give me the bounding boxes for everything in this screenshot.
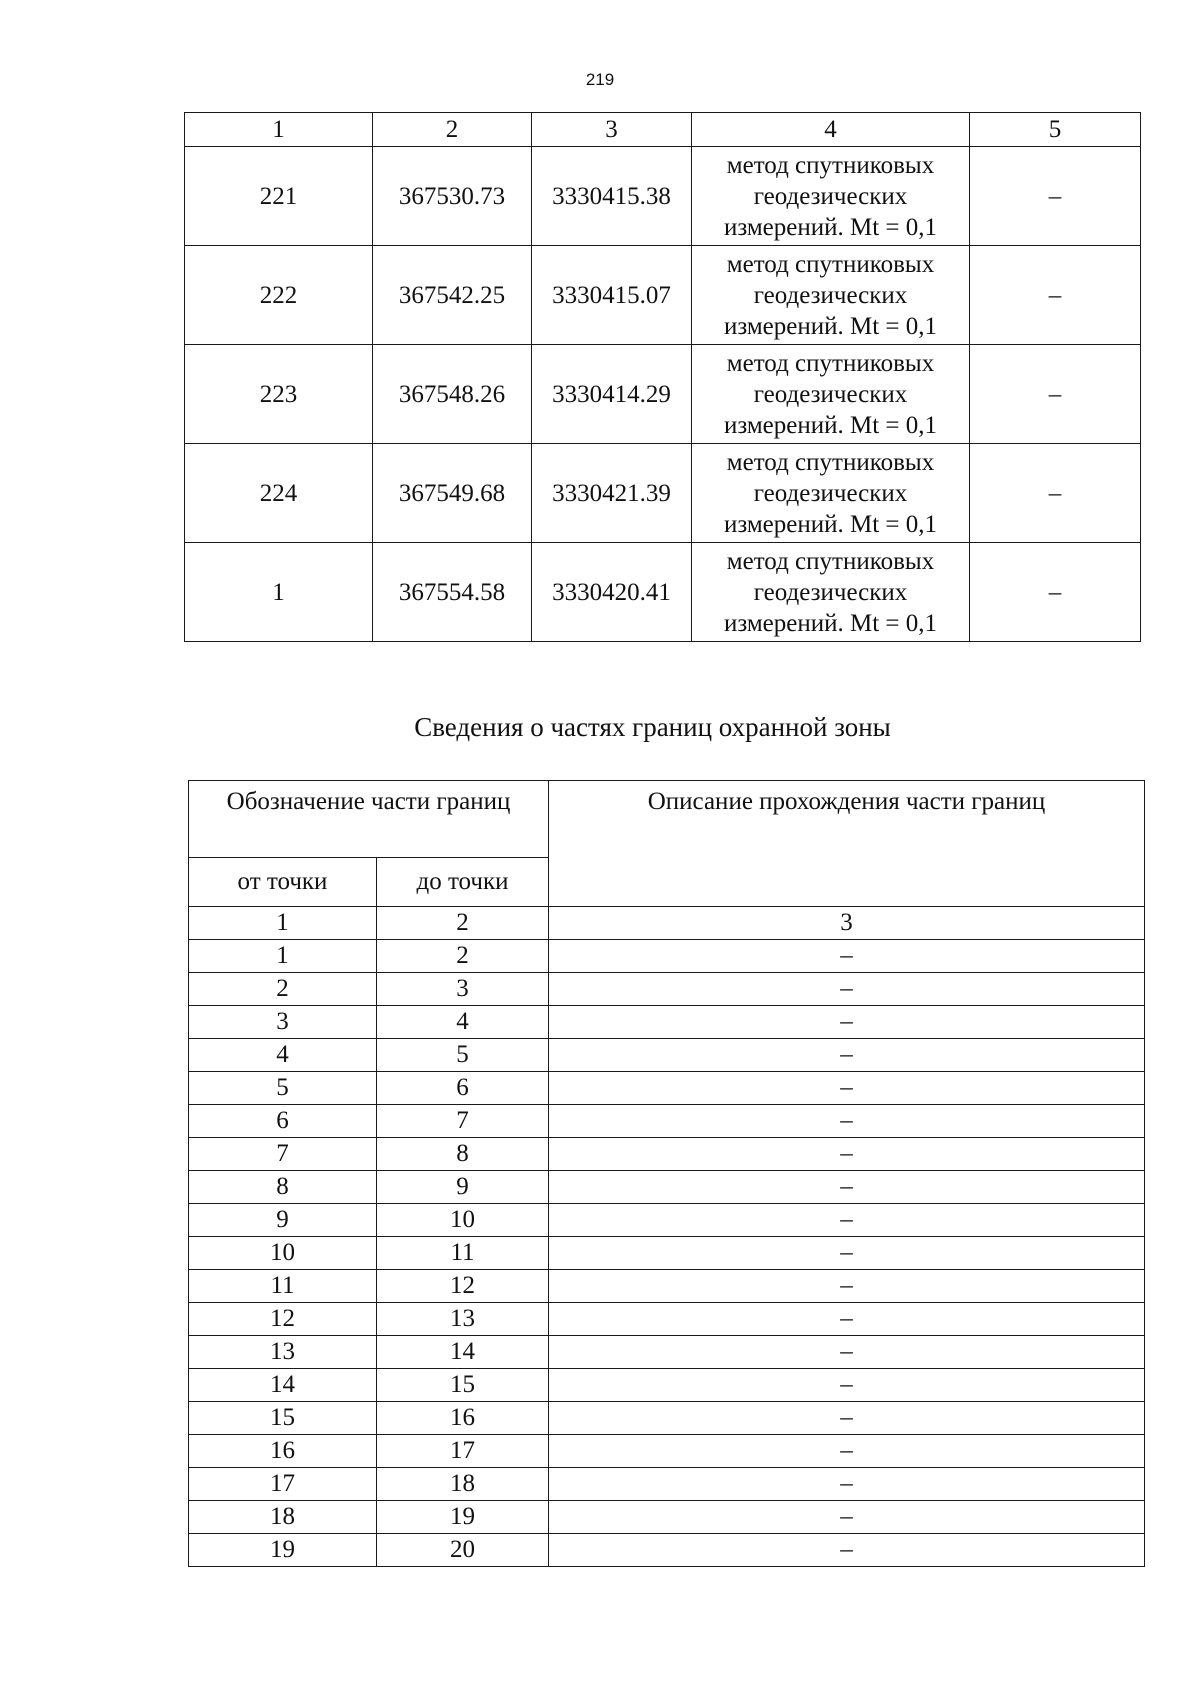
description-cell: –: [549, 1336, 1145, 1369]
from-point-cell: 3: [189, 1006, 377, 1039]
column-number-header: 1: [185, 113, 373, 147]
column-number-header: 4: [692, 113, 970, 147]
method-cell: [692, 444, 970, 543]
to-point-cell: 7: [377, 1105, 549, 1138]
from-point-cell: 9: [189, 1204, 377, 1237]
x-coordinate-cell: 367542.25: [373, 246, 532, 345]
method-line: измерений. Mt = 0,1: [723, 213, 938, 241]
note-cell: –: [970, 147, 1141, 246]
parts-column-number-row: [189, 907, 1145, 940]
note-cell: –: [970, 345, 1141, 444]
to-point-cell: 13: [377, 1303, 549, 1336]
to-point-cell: 19: [377, 1501, 549, 1534]
method-line: геодезических: [753, 578, 908, 606]
table-row: [189, 1369, 1145, 1402]
to-point-cell: 3: [377, 973, 549, 1006]
method-cell: [692, 543, 970, 642]
y-coordinate-cell: 3330415.38: [532, 147, 692, 246]
table-row: [185, 246, 1141, 345]
description-cell: –: [549, 973, 1145, 1006]
to-point-cell: 18: [377, 1468, 549, 1501]
to-point-cell: 12: [377, 1270, 549, 1303]
to-point-cell: 11: [377, 1237, 549, 1270]
to-point-cell: 16: [377, 1402, 549, 1435]
table-row: [189, 1402, 1145, 1435]
description-cell: –: [549, 1402, 1145, 1435]
designation-header: Обозначение части границ: [189, 781, 549, 858]
table-row: [189, 1534, 1145, 1567]
method-line: метод спутниковых: [726, 448, 935, 476]
to-point-cell: 15: [377, 1369, 549, 1402]
from-point-cell: 7: [189, 1138, 377, 1171]
method-cell: [692, 246, 970, 345]
method-line: измерений. Mt = 0,1: [723, 510, 938, 538]
table-row: [189, 1105, 1145, 1138]
from-point-cell: 1: [189, 940, 377, 973]
to-point-header: до точки: [377, 858, 549, 907]
description-cell: –: [549, 1006, 1145, 1039]
to-point-cell: 8: [377, 1138, 549, 1171]
description-cell: –: [549, 1204, 1145, 1237]
to-point-cell: 9: [377, 1171, 549, 1204]
column-number-header: 2: [373, 113, 532, 147]
description-cell: –: [549, 940, 1145, 973]
method-cell: [692, 345, 970, 444]
column-number-header: 2: [377, 907, 549, 940]
table-row: [185, 147, 1141, 246]
from-point-cell: 14: [189, 1369, 377, 1402]
method-line: геодезических: [753, 380, 908, 408]
from-point-header: от точки: [189, 858, 377, 907]
note-cell: –: [970, 444, 1141, 543]
y-coordinate-cell: 3330414.29: [532, 345, 692, 444]
description-cell: –: [549, 1270, 1145, 1303]
y-coordinate-cell: 3330421.39: [532, 444, 692, 543]
from-point-cell: 18: [189, 1501, 377, 1534]
from-point-cell: 19: [189, 1534, 377, 1567]
method-line: измерений. Mt = 0,1: [723, 411, 938, 439]
to-point-cell: 6: [377, 1072, 549, 1105]
point-cell: 224: [185, 444, 373, 543]
column-number-header: 1: [189, 907, 377, 940]
table-row: [185, 345, 1141, 444]
description-cell: –: [549, 1072, 1145, 1105]
to-point-cell: 10: [377, 1204, 549, 1237]
table-row: [189, 1468, 1145, 1501]
y-coordinate-cell: 3330415.07: [532, 246, 692, 345]
column-number-header: 3: [532, 113, 692, 147]
table-row: [189, 973, 1145, 1006]
from-point-cell: 11: [189, 1270, 377, 1303]
table-row: [189, 1435, 1145, 1468]
point-cell: 223: [185, 345, 373, 444]
x-coordinate-cell: 367549.68: [373, 444, 532, 543]
method-line: измерений. Mt = 0,1: [723, 312, 938, 340]
method-line: измерений. Mt = 0,1: [723, 609, 938, 637]
boundary-parts-table: [188, 780, 1145, 1567]
table-row: [189, 1336, 1145, 1369]
parts-header-row: [189, 781, 1145, 858]
table-row: [189, 1237, 1145, 1270]
point-cell: 221: [185, 147, 373, 246]
coordinates-header-row: [185, 113, 1141, 147]
x-coordinate-cell: 367530.73: [373, 147, 532, 246]
description-cell: –: [549, 1138, 1145, 1171]
column-number-header: 3: [549, 907, 1145, 940]
table-row: [189, 1270, 1145, 1303]
description-cell: –: [549, 1303, 1145, 1336]
from-point-cell: 8: [189, 1171, 377, 1204]
table-row: [189, 1171, 1145, 1204]
from-point-cell: 6: [189, 1105, 377, 1138]
to-point-cell: 4: [377, 1006, 549, 1039]
to-point-cell: 5: [377, 1039, 549, 1072]
from-point-cell: 13: [189, 1336, 377, 1369]
method-line: метод спутниковых: [726, 250, 935, 278]
description-cell: –: [549, 1105, 1145, 1138]
table-row: [189, 1072, 1145, 1105]
description-cell: –: [549, 1435, 1145, 1468]
to-point-cell: 2: [377, 940, 549, 973]
description-header: Описание прохождения части границ: [549, 781, 1145, 907]
method-line: метод спутниковых: [726, 151, 935, 179]
table-row: [189, 1303, 1145, 1336]
y-coordinate-cell: 3330420.41: [532, 543, 692, 642]
table-row: [189, 1006, 1145, 1039]
table-row: [189, 1138, 1145, 1171]
table-row: [189, 1039, 1145, 1072]
description-cell: –: [549, 1534, 1145, 1567]
to-point-cell: 17: [377, 1435, 549, 1468]
x-coordinate-cell: 367554.58: [373, 543, 532, 642]
table-row: [189, 1501, 1145, 1534]
note-cell: –: [970, 246, 1141, 345]
page-number: 219: [585, 70, 615, 89]
table-row: [189, 940, 1145, 973]
method-line: геодезических: [753, 182, 908, 210]
method-line: метод спутниковых: [726, 547, 935, 575]
x-coordinate-cell: 367548.26: [373, 345, 532, 444]
point-cell: 222: [185, 246, 373, 345]
from-point-cell: 17: [189, 1468, 377, 1501]
description-cell: –: [549, 1171, 1145, 1204]
to-point-cell: 14: [377, 1336, 549, 1369]
table-row: [185, 444, 1141, 543]
from-point-cell: 2: [189, 973, 377, 1006]
from-point-cell: 12: [189, 1303, 377, 1336]
description-cell: –: [549, 1468, 1145, 1501]
description-cell: –: [549, 1237, 1145, 1270]
from-point-cell: 4: [189, 1039, 377, 1072]
method-line: геодезических: [753, 281, 908, 309]
method-cell: [692, 147, 970, 246]
section-title: Сведения о частях границ охранной зоны: [414, 712, 891, 742]
description-cell: –: [549, 1369, 1145, 1402]
coordinates-table: [184, 112, 1141, 642]
point-cell: 1: [185, 543, 373, 642]
from-point-cell: 10: [189, 1237, 377, 1270]
column-number-header: 5: [970, 113, 1141, 147]
to-point-cell: 20: [377, 1534, 549, 1567]
from-point-cell: 5: [189, 1072, 377, 1105]
description-cell: –: [549, 1039, 1145, 1072]
method-line: метод спутниковых: [726, 349, 935, 377]
table-row: [185, 543, 1141, 642]
description-cell: –: [549, 1501, 1145, 1534]
method-line: геодезических: [753, 479, 908, 507]
from-point-cell: 16: [189, 1435, 377, 1468]
table-row: [189, 1204, 1145, 1237]
note-cell: –: [970, 543, 1141, 642]
from-point-cell: 15: [189, 1402, 377, 1435]
